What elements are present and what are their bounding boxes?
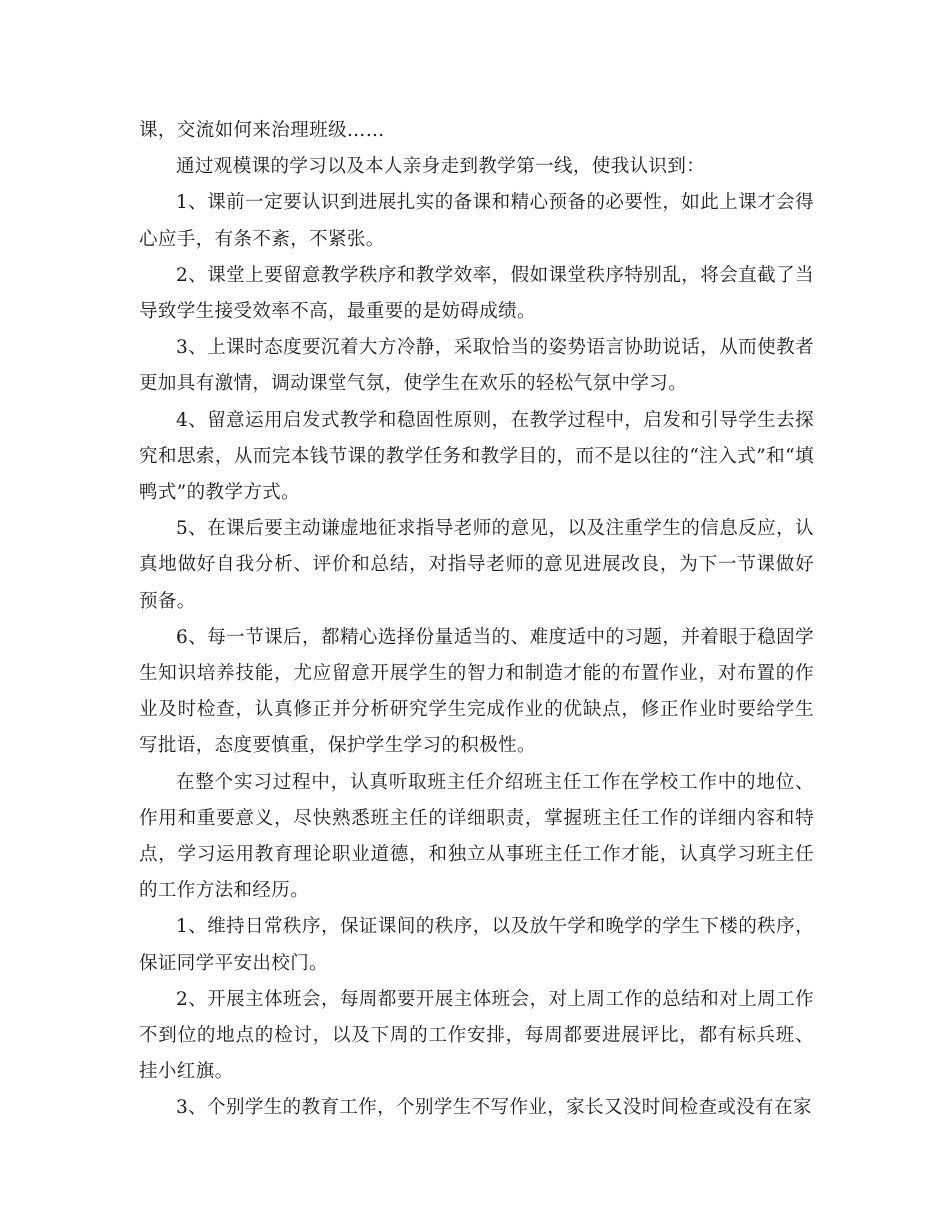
document-body <box>139 113 814 1127</box>
paragraph-9: 在整个实习过程中，认真听取班主任介绍班主任工作在学校工作中的地位、作用和重要意义，尽快熟悉班主任的详细职责，掌握班主任工作的详细内容和特点，学习运用教育理论职业道德，和独立从事班主任工作才能，认真学习班主任的工作方法和经历。 <box>139 771 814 902</box>
paragraph-4: 2、课堂上要留意教学秩序和教学效率，假如课堂秩序特别乱，将会直截了当导致学生接受效率不高，最重要的是妨碍成绩。 <box>139 264 814 323</box>
paragraph-5: 3、上课时态度要沉着大方冷静，采取恰当的姿势语言协助说话，从而使教者更加具有激情，调动课堂气氛，使学生在欢乐的轻松气氛中学习。 <box>139 337 814 395</box>
paragraph-8: 6、每一节课后，都精心选择份量适当的、难度适中的习题，并着眼于稳固学生知识培养技能，尤应留意开展学生的智力和制造才能的布置作业，对布置的作业及时检查，认真修正并分析研究学生完成作业的优缺点，修正作业时要给学生写批语，态度要慎重，保护学生学习的积极性。 <box>139 626 814 757</box>
paragraph-1: 课，交流如何来治理班级…… <box>139 120 385 141</box>
paragraph-6: 4、留意运用启发式教学和稳固性原则，在教学过程中，启发和引导学生去探究和思索，从而完本钱节课的教学任务和教学目的，而不是以往的“注入式”和“填鸭式”的教学方式。 <box>139 409 814 504</box>
paragraph-11: 2、开展主体班会，每周都要开展主体班会，对上周工作的总结和对上周工作不到位的地点的检讨，以及下周的工作安排，每周都要进展评比，都有标兵班、挂小红旗。 <box>139 988 814 1083</box>
paragraph-10: 1、维持日常秩序，保证课间的秩序，以及放午学和晚学的学生下楼的秩序，保证同学平安出校门。 <box>139 916 814 974</box>
paragraph-7: 5、在课后要主动谦虚地征求指导老师的意见，以及注重学生的信息反应，认真地做好自我分析、评价和总结，对指导老师的意见进展改良，为下一节课做好预备。 <box>139 518 814 612</box>
paragraph-2: 通过观模课的学习以及本人亲身走到教学第一线，使我认识到： <box>176 156 706 178</box>
paragraph-3: 1、课前一定要认识到进展扎实的备课和精心预备的必要性，如此上课才会得心应手，有条不紊，不紧张。 <box>139 192 814 250</box>
paragraph-12: 3、个别学生的教育工作，个别学生不写作业，家长又没时间检查或没有在家 <box>176 1097 812 1119</box>
